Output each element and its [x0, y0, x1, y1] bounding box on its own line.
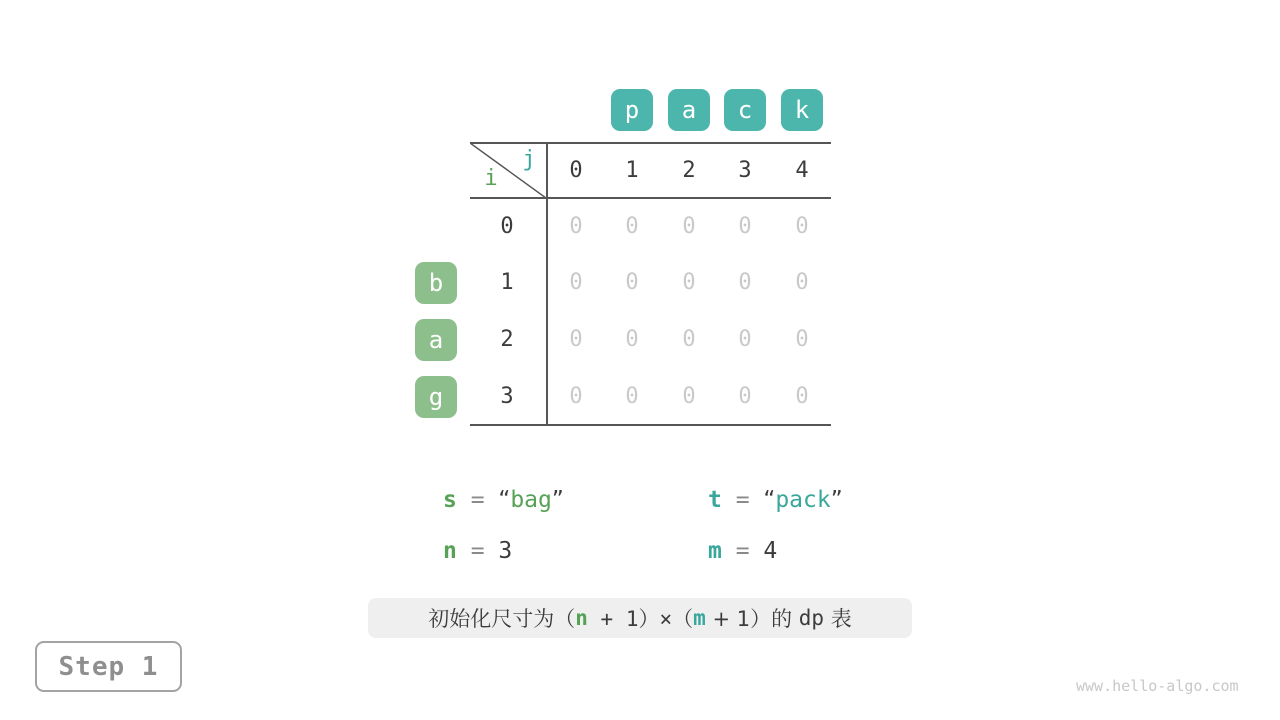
caption-text: + 1）×（ [587, 607, 694, 631]
var-t-name: t [708, 487, 722, 513]
var-s-value: bag [510, 487, 552, 513]
t-char-box: k [781, 89, 823, 131]
equals-sign: = [456, 538, 499, 564]
caption-n-symbol: n [575, 606, 588, 630]
equals-sign: = [456, 487, 499, 513]
s-char-box: b [415, 262, 457, 304]
close-quote: ” [830, 487, 843, 513]
dp-cell: 0 [625, 384, 639, 409]
table-vertical-divider [546, 142, 548, 426]
row-header: 0 [500, 214, 514, 239]
var-n-name: n [443, 538, 457, 564]
col-header: 4 [795, 158, 809, 183]
var-t-definition [708, 485, 843, 515]
row-header: 1 [500, 270, 514, 295]
dp-cell: 0 [569, 327, 583, 352]
dp-cell: 0 [795, 384, 809, 409]
row-axis-label: i [484, 166, 498, 191]
col-axis-label: j [522, 147, 536, 172]
row-header: 3 [500, 384, 514, 409]
caption-dp-symbol: dp [798, 606, 825, 630]
dp-cell: 0 [682, 214, 696, 239]
dp-cell: 0 [625, 270, 639, 295]
var-m-name: m [708, 538, 722, 564]
dp-cell: 0 [795, 270, 809, 295]
var-t-value: pack [775, 487, 831, 513]
dp-cell: 0 [738, 214, 752, 239]
dp-cell: 0 [569, 270, 583, 295]
dp-cell: 0 [625, 214, 639, 239]
t-char-box: a [668, 89, 710, 131]
step-badge [35, 641, 182, 692]
col-header: 2 [682, 158, 696, 183]
dp-cell: 0 [738, 270, 752, 295]
open-quote: “ [763, 487, 776, 513]
dp-cell: 0 [625, 327, 639, 352]
open-quote: “ [498, 487, 511, 513]
caption-m-symbol: m [693, 606, 706, 630]
dp-cell: 0 [569, 384, 583, 409]
dp-cell: 0 [738, 384, 752, 409]
step-label: Step 1 [58, 651, 159, 682]
var-s-name: s [443, 487, 457, 513]
col-header: 3 [738, 158, 752, 183]
var-m-value: 4 [763, 538, 778, 564]
s-char-box: a [415, 319, 457, 361]
watermark: www.hello-algo.com [1076, 677, 1239, 695]
var-m-definition [708, 536, 777, 566]
dp-cell: 0 [682, 270, 696, 295]
row-header: 2 [500, 327, 514, 352]
table-bottom-border [470, 424, 831, 426]
col-header: 1 [625, 158, 639, 183]
dp-cell: 0 [795, 214, 809, 239]
equals-sign: = [721, 538, 764, 564]
dp-cell: 0 [682, 384, 696, 409]
dp-cell: 0 [569, 214, 583, 239]
t-char-box: c [724, 89, 766, 131]
caption-text: + 1）的 [705, 607, 799, 631]
step-caption [368, 598, 912, 638]
t-char-box: p [611, 89, 653, 131]
dp-cell: 0 [682, 327, 696, 352]
caption-text: 表 [824, 607, 852, 631]
col-header: 0 [569, 158, 583, 183]
dp-cell: 0 [795, 327, 809, 352]
close-quote: ” [551, 487, 564, 513]
var-n-value: 3 [498, 538, 513, 564]
dp-cell: 0 [738, 327, 752, 352]
var-s-definition [443, 485, 564, 515]
equals-sign: = [721, 487, 764, 513]
s-char-box: g [415, 376, 457, 418]
var-n-definition [443, 536, 512, 566]
caption-text: 初始化尺寸为（ [428, 607, 576, 631]
